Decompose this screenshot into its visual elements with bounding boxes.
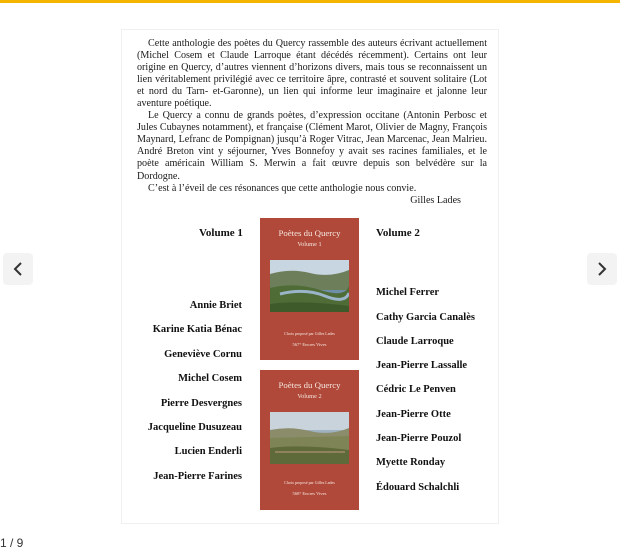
cover-title: Poètes du Quercy: [278, 380, 341, 390]
author-name: Édouard Schalchli: [376, 482, 460, 493]
cover-volume: Volume 1: [297, 241, 322, 248]
author-name: Jean-Pierre Lassalle: [376, 360, 468, 371]
chevron-right-icon: [596, 261, 608, 277]
volume-2-title: Volume 2: [376, 227, 420, 239]
signature: Gilles Lades: [410, 194, 461, 206]
author-name: Jean-Pierre Pouzol: [376, 433, 462, 444]
document-page: [122, 30, 498, 523]
author-name: Jean-Pierre Otte: [376, 409, 451, 420]
top-accent-bar: [0, 0, 620, 3]
author-name: Pierre Desvergnes: [160, 398, 242, 409]
intro-paragraph-1: Cette anthologie des poètes du Quercy rassemble des auteurs écrivant actuellement (Michel Cosem et Claude Larroque étant décédés récemment). Certains ont leur origine en Quercy, d’autres viennent d’horizons divers, mais tous se reconnaissent un lien véritablement privilégié avec ce territoire âpre, contrasté et souvent solitaire (Lot et nord du Tarn- et-Garonne), un lien qui informe leur imaginaire et jalonne leur aventure poétique.: [137, 38, 487, 110]
volume-1-title: Volume 1: [199, 227, 243, 239]
page-indicator: 1 / 9: [0, 536, 24, 550]
cover-volume: Volume 2: [297, 393, 322, 400]
cover-title: Poètes du Quercy: [278, 228, 341, 238]
volume-1-cover: [260, 218, 359, 360]
author-name: Lucien Enderli: [174, 446, 242, 457]
author-name: Cathy Garcia Canalès: [376, 312, 475, 323]
cover-edition: 567° Encres Vives: [292, 342, 327, 347]
cover-choice: Choix proposé par Gilles Lades: [284, 480, 335, 485]
cover-edition: 568° Encres Vives: [292, 491, 327, 496]
author-name: Michel Cosem: [178, 373, 242, 384]
author-name: Jean-Pierre Farines: [153, 471, 242, 482]
volume-2-cover: [260, 370, 359, 510]
author-name: Karine Katia Bénac: [152, 324, 242, 335]
author-name: Claude Larroque: [376, 336, 454, 347]
author-name: Michel Ferrer: [376, 287, 440, 298]
author-name: Cédric Le Penven: [376, 384, 456, 395]
author-name: Geneviève Cornu: [164, 349, 242, 360]
author-name: Annie Briet: [189, 300, 242, 311]
author-name: Myette Ronday: [376, 457, 446, 468]
intro-text: [137, 38, 487, 207]
next-page-button[interactable]: [587, 253, 617, 285]
previous-page-button[interactable]: [3, 253, 33, 285]
landscape-photo: [270, 260, 349, 312]
landscape-photo: [270, 412, 349, 464]
chevron-left-icon: [12, 261, 24, 277]
intro-paragraph-2: Le Quercy a connu de grands poètes, d’expression occitane (Antonin Perbosc et Jules Cubaynes notamment), et française (Clément Marot, Olivier de Magny, François Maynard, Lefranc de Pompignan) jusqu’à Roger Vitrac, Jean Marcenac, Jean Malrieu. André Breton vint y séjourner, Yves Bonnefoy y avait ses racines familiales, et le poète américain William S. Merwin a fait œuvre depuis son belvédère sur la Dordogne.: [137, 110, 487, 182]
cover-choice: Choix proposé par Gilles Lades: [284, 331, 335, 336]
intro-paragraph-3: C’est à l’éveil de ces résonances que cette anthologie nous convie.: [148, 182, 417, 194]
author-name: Jacqueline Dusuzeau: [147, 422, 242, 433]
